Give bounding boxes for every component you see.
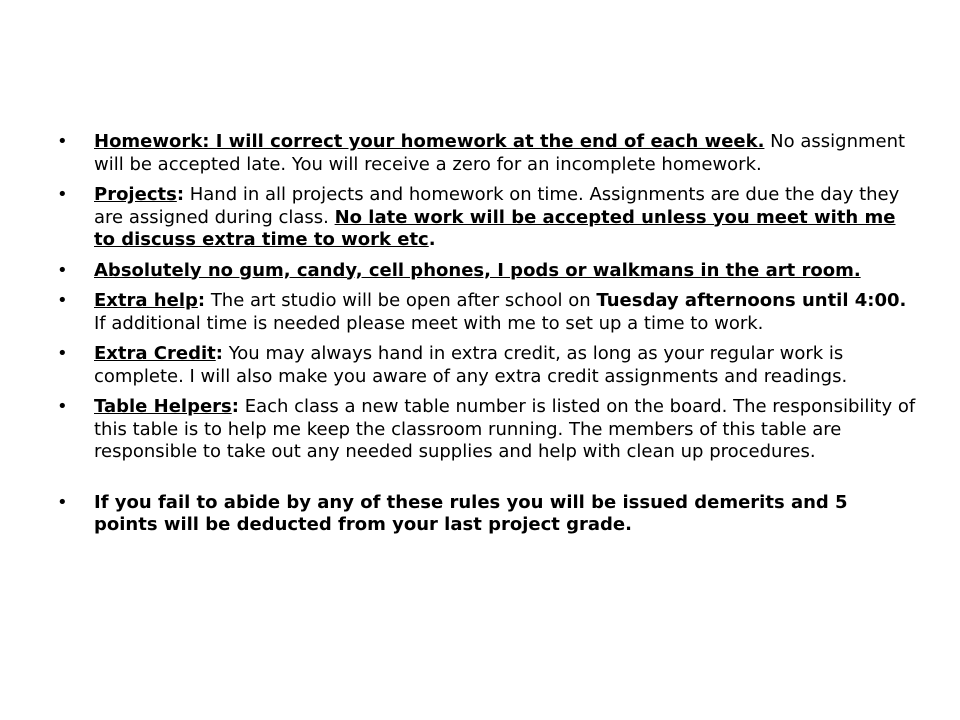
extra-help-time: Tuesday afternoons until 4:00. <box>596 290 907 311</box>
rules-list <box>57 131 917 545</box>
projects-body: Hand in all projects and homework on time. Assignments are due the day they are assigned during class. <box>94 184 900 228</box>
extra-help-body-2: If additional time is needed please meet with me to set up a time to work. <box>94 312 764 334</box>
extra-credit-colon: : <box>215 343 223 364</box>
table-helpers-colon: : <box>231 396 239 417</box>
homework-heading: Homework: I will correct your homework at the end of each week. <box>94 131 765 152</box>
extra-help-colon: : <box>197 290 206 311</box>
rule-extra-help <box>57 290 917 335</box>
projects-late-policy: No late work will be accepted unless you meet with me to discuss extra time to work etc <box>94 206 896 250</box>
extra-credit-heading: Extra Credit <box>94 343 216 364</box>
no-gum-text: Absolutely no gum, candy, cell phones, I pods or walkmans in the art room. <box>94 259 861 281</box>
demerits-text: If you fail to abide by any of these rules you will be issued demerits and 5 points will be deducted from your last project grade. <box>94 491 848 535</box>
rule-no-gum <box>57 260 917 283</box>
projects-period: . <box>428 229 436 250</box>
bullet: • <box>57 184 68 205</box>
rule-projects <box>57 184 917 252</box>
rule-homework <box>57 131 917 176</box>
table-helpers-body: Each class a new table number is listed on the board. The responsibility of this table is to help me keep the classroom running. The members of this table are responsible to take out any needed supplies and help with clean up procedures. <box>94 396 916 462</box>
rule-demerits <box>57 492 917 537</box>
bullet: • <box>57 491 68 513</box>
bullet: • <box>57 396 68 417</box>
extra-help-body: The art studio will be open after school on <box>205 290 597 311</box>
bullet: • <box>57 343 68 364</box>
rule-extra-credit <box>57 343 917 388</box>
bullet: • <box>57 131 68 152</box>
homework-body: No assignment will be accepted late. You will receive a zero for an incomplete homework. <box>94 131 906 175</box>
extra-credit-body: You may always hand in extra credit, as long as your regular work is complete. I will also make you aware of any extra credit assignments and readings. <box>94 343 848 387</box>
projects-heading: Projects <box>94 184 177 205</box>
projects-colon: : <box>176 184 185 205</box>
bullet: • <box>57 290 68 311</box>
table-helpers-heading: Table Helpers <box>94 396 232 417</box>
extra-help-heading: Extra help <box>94 290 198 311</box>
rule-table-helpers <box>57 396 917 464</box>
bullet: • <box>57 259 68 281</box>
